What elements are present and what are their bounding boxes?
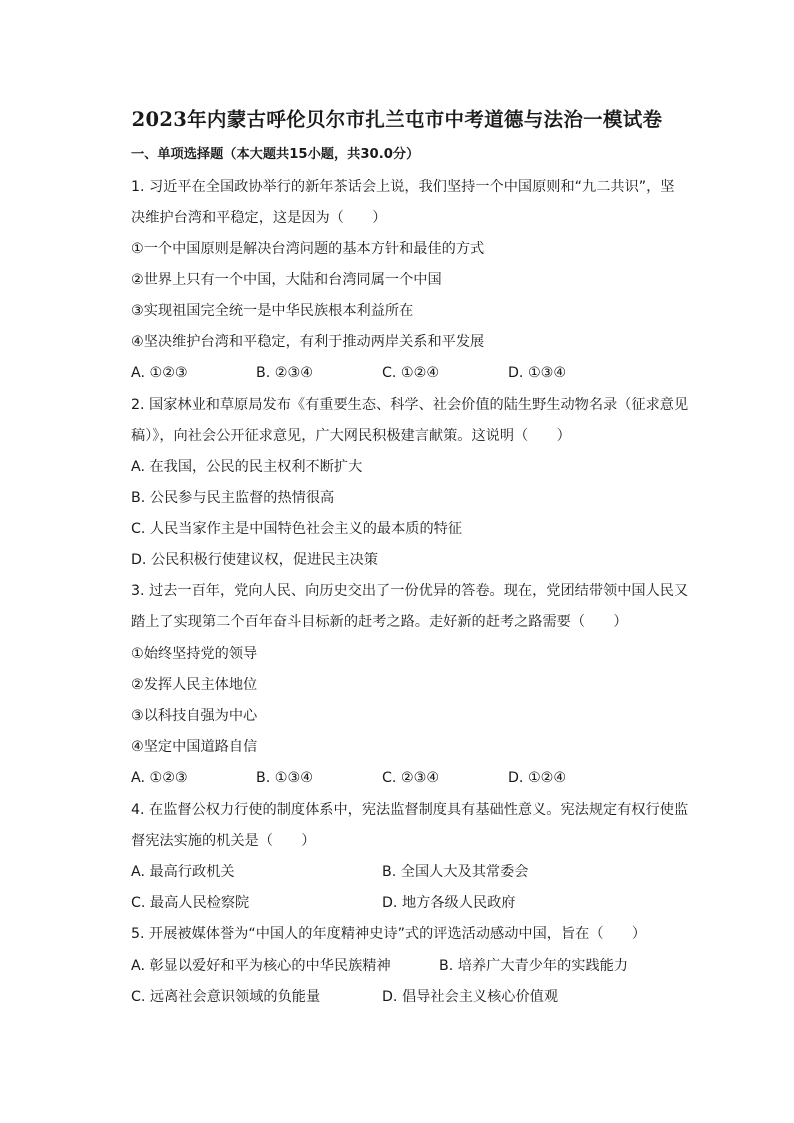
question-2-option-a: A. 在我国，公民的民主权利不断扩大: [131, 459, 363, 475]
question-3-option-d: D. ①②④: [508, 770, 567, 786]
question-4-stem: 4. 在监督公权力行使的制度体系中，宪法监督制度具有基础性意义。宪法规定有权行使监: [131, 802, 689, 818]
question-3-item: ③以科技自强为中心: [131, 708, 258, 724]
exam-title: 2023年内蒙古呼伦贝尔市扎兰屯市中考道德与法治一模试卷: [131, 108, 663, 131]
question-5-stem: 5. 开展被媒体誉为“中国人的年度精神史诗”式的评选活动感动中国，旨在（ ）: [131, 926, 647, 942]
question-4-option-d: D. 地方各级人民政府: [382, 895, 516, 911]
question-4-stem-cont: 督宪法实施的机关是（ ）: [131, 833, 316, 849]
question-3-item: ②发挥人民主体地位: [131, 677, 258, 693]
question-2-stem: 2. 国家林业和草原局发布《有重要生态、科学、社会价值的陆生野生动物名录（征求意见: [131, 397, 689, 413]
question-3-item: ①始终坚持党的领导: [131, 646, 258, 662]
question-1-item: ④坚决维护台湾和平稳定，有利于推动两岸关系和平发展: [131, 334, 485, 350]
question-2-option-c: C. 人民当家作主是中国特色社会主义的最本质的特征: [131, 521, 463, 537]
question-3-option-a: A. ①②③: [131, 770, 188, 786]
question-5-option-c: C. 远离社会意识领域的负能量: [131, 989, 321, 1005]
question-2-option-d: D. 公民积极行使建议权，促进民主决策: [131, 552, 378, 568]
question-5-option-a: A. 彰显以爱好和平为核心的中华民族精神: [131, 958, 391, 974]
question-1-option-a: A. ①②③: [131, 365, 188, 381]
question-3-option-b: B. ①③④: [256, 770, 313, 786]
question-4-option-c: C. 最高人民检察院: [131, 895, 250, 911]
question-1-option-c: C. ①②④: [382, 365, 440, 381]
question-1-stem: 1. 习近平在全国政协举行的新年茶话会上说，我们坚持一个中国原则和“九二共识”，坚: [131, 179, 675, 195]
question-5-option-d: D. 倡导社会主义核心价值观: [382, 989, 559, 1005]
question-2-stem-cont: 稿）》，向社会公开征求意见，广大网民积极建言献策。这说明（ ）: [131, 428, 571, 444]
question-1-option-d: D. ①③④: [508, 365, 567, 381]
question-2-option-b: B. 公民参与民主监督的热情很高: [131, 490, 335, 506]
question-5-option-b: B. 培养广大青少年的实践能力: [439, 958, 629, 974]
question-1-stem-cont: 决维护台湾和平稳定，这是因为（ ）: [131, 210, 387, 226]
question-4-option-a: A. 最高行政机关: [131, 864, 235, 880]
question-3-stem: 3. 过去一百年，党向人民、向历史交出了一份优异的答卷。现在，党团结带领中国人民又: [131, 583, 689, 599]
question-3-stem-cont: 踏上了实现第二个百年奋斗目标新的赶考之路。走好新的赶考之路需要（ ）: [131, 614, 628, 630]
question-1-option-b: B. ②③④: [256, 365, 313, 381]
question-3-option-c: C. ②③④: [382, 770, 440, 786]
question-1-item: ①一个中国原则是解决台湾问题的基本方针和最佳的方式: [131, 241, 485, 257]
section-heading: 一、单项选择题（本大题共15小题，共30.0分）: [131, 147, 420, 162]
question-3-item: ④坚定中国道路自信: [131, 739, 258, 755]
question-1-item: ②世界上只有一个中国，大陆和台湾同属一个中国: [131, 272, 442, 288]
question-1-item: ③实现祖国完全统一是中华民族根本利益所在: [131, 303, 414, 319]
question-4-option-b: B. 全国人大及其常委会: [382, 864, 529, 880]
